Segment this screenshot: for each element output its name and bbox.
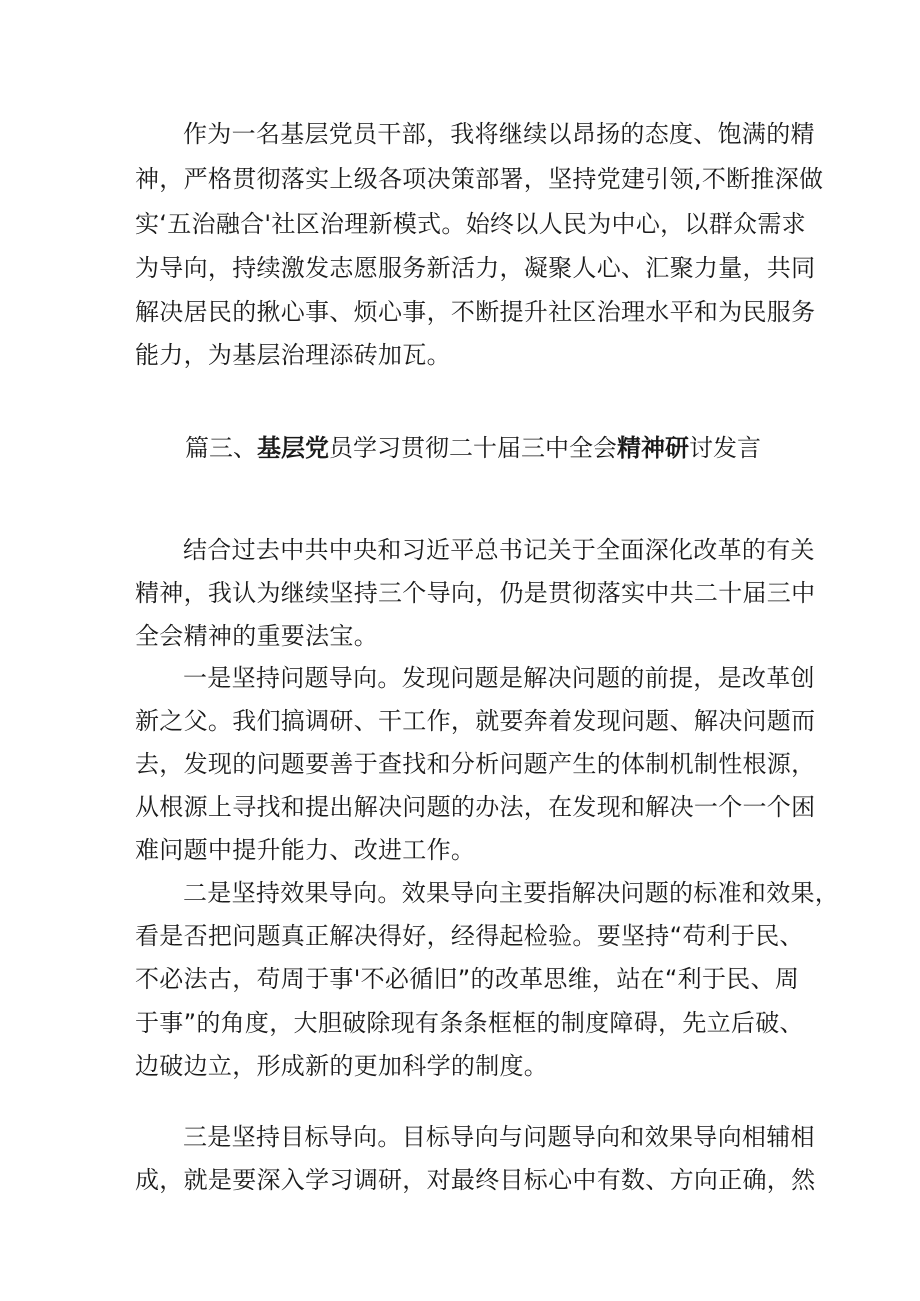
- text-line: 三是坚持目标导向。目标导向与问题导向和效果导向相辅相: [183, 1123, 815, 1151]
- heading-bold-part: 精神研: [617, 434, 689, 462]
- text-line: 成，就是要深入学习调研，对最终目标心中有数、方向正确，然: [135, 1166, 816, 1194]
- heading-part: 员学习贯彻二十届三中全会: [329, 434, 617, 462]
- text-line: 从根源上寻找和提出解决问题的办法，在发现和解决一个一个困: [135, 793, 816, 821]
- text-line: 于事”的角度，大胆破除现有条条框框的制度障碍，先立后破、: [135, 1009, 804, 1037]
- section-heading: [185, 433, 761, 463]
- text-line: 能力，为基层治理添砖加瓦。: [135, 341, 451, 369]
- text-line: 边破边立，形成新的更加科学的制度。: [135, 1052, 549, 1080]
- text-line: 实‘五治融合'社区治理新模式。始终以人民为中心，以群众需求: [135, 210, 806, 238]
- text-line: 结合过去中共中央和习近平总书记关于全面深化改革的有关: [183, 536, 815, 564]
- text-line: 一是坚持问题导向。发现问题是解决问题的前提，是改革创: [183, 664, 815, 692]
- text-line: 解决居民的揪心事、烦心事，不断提升社区治理水平和为民服务: [135, 298, 816, 326]
- text-line: 难问题中提升能力、改进工作。: [135, 836, 476, 864]
- heading-part: 篇三、: [185, 434, 257, 462]
- text-line: 看是否把问题真正解决得好，经得起检验。要坚持“苟利于民、: [135, 922, 804, 950]
- text-line: 精神，我认为继续坚持三个导向，仍是贯彻落实中共二十届三中: [135, 579, 816, 607]
- text-line: 不必法古，苟周于事'不必循旧”的改革思维，站在“利于民、周: [135, 965, 800, 993]
- heading-part: 讨发言: [689, 434, 761, 462]
- text-line: 二是坚持效果导向。效果导向主要指解决问题的标准和效果，: [183, 879, 840, 907]
- text-line: 新之父。我们搞调研、干工作，就要奔着发现问题、解决问题而: [135, 707, 816, 735]
- text-line: 神，严格贯彻落实上级各项决策部署，坚持党建引领,不断推深做: [135, 165, 824, 193]
- text-line: 去，发现的问题要善于查找和分析问题产生的体制机制性根源，: [135, 750, 816, 778]
- heading-bold-part: 基层党: [257, 434, 329, 462]
- text-line: 作为一名基层党员干部，我将继续以昂扬的态度、饱满的精: [183, 120, 815, 148]
- text-line: 为导向，持续激发志愿服务新活力，凝聚人心、汇聚力量，共同: [135, 254, 816, 282]
- text-line: 全会精神的重要法宝。: [135, 622, 378, 650]
